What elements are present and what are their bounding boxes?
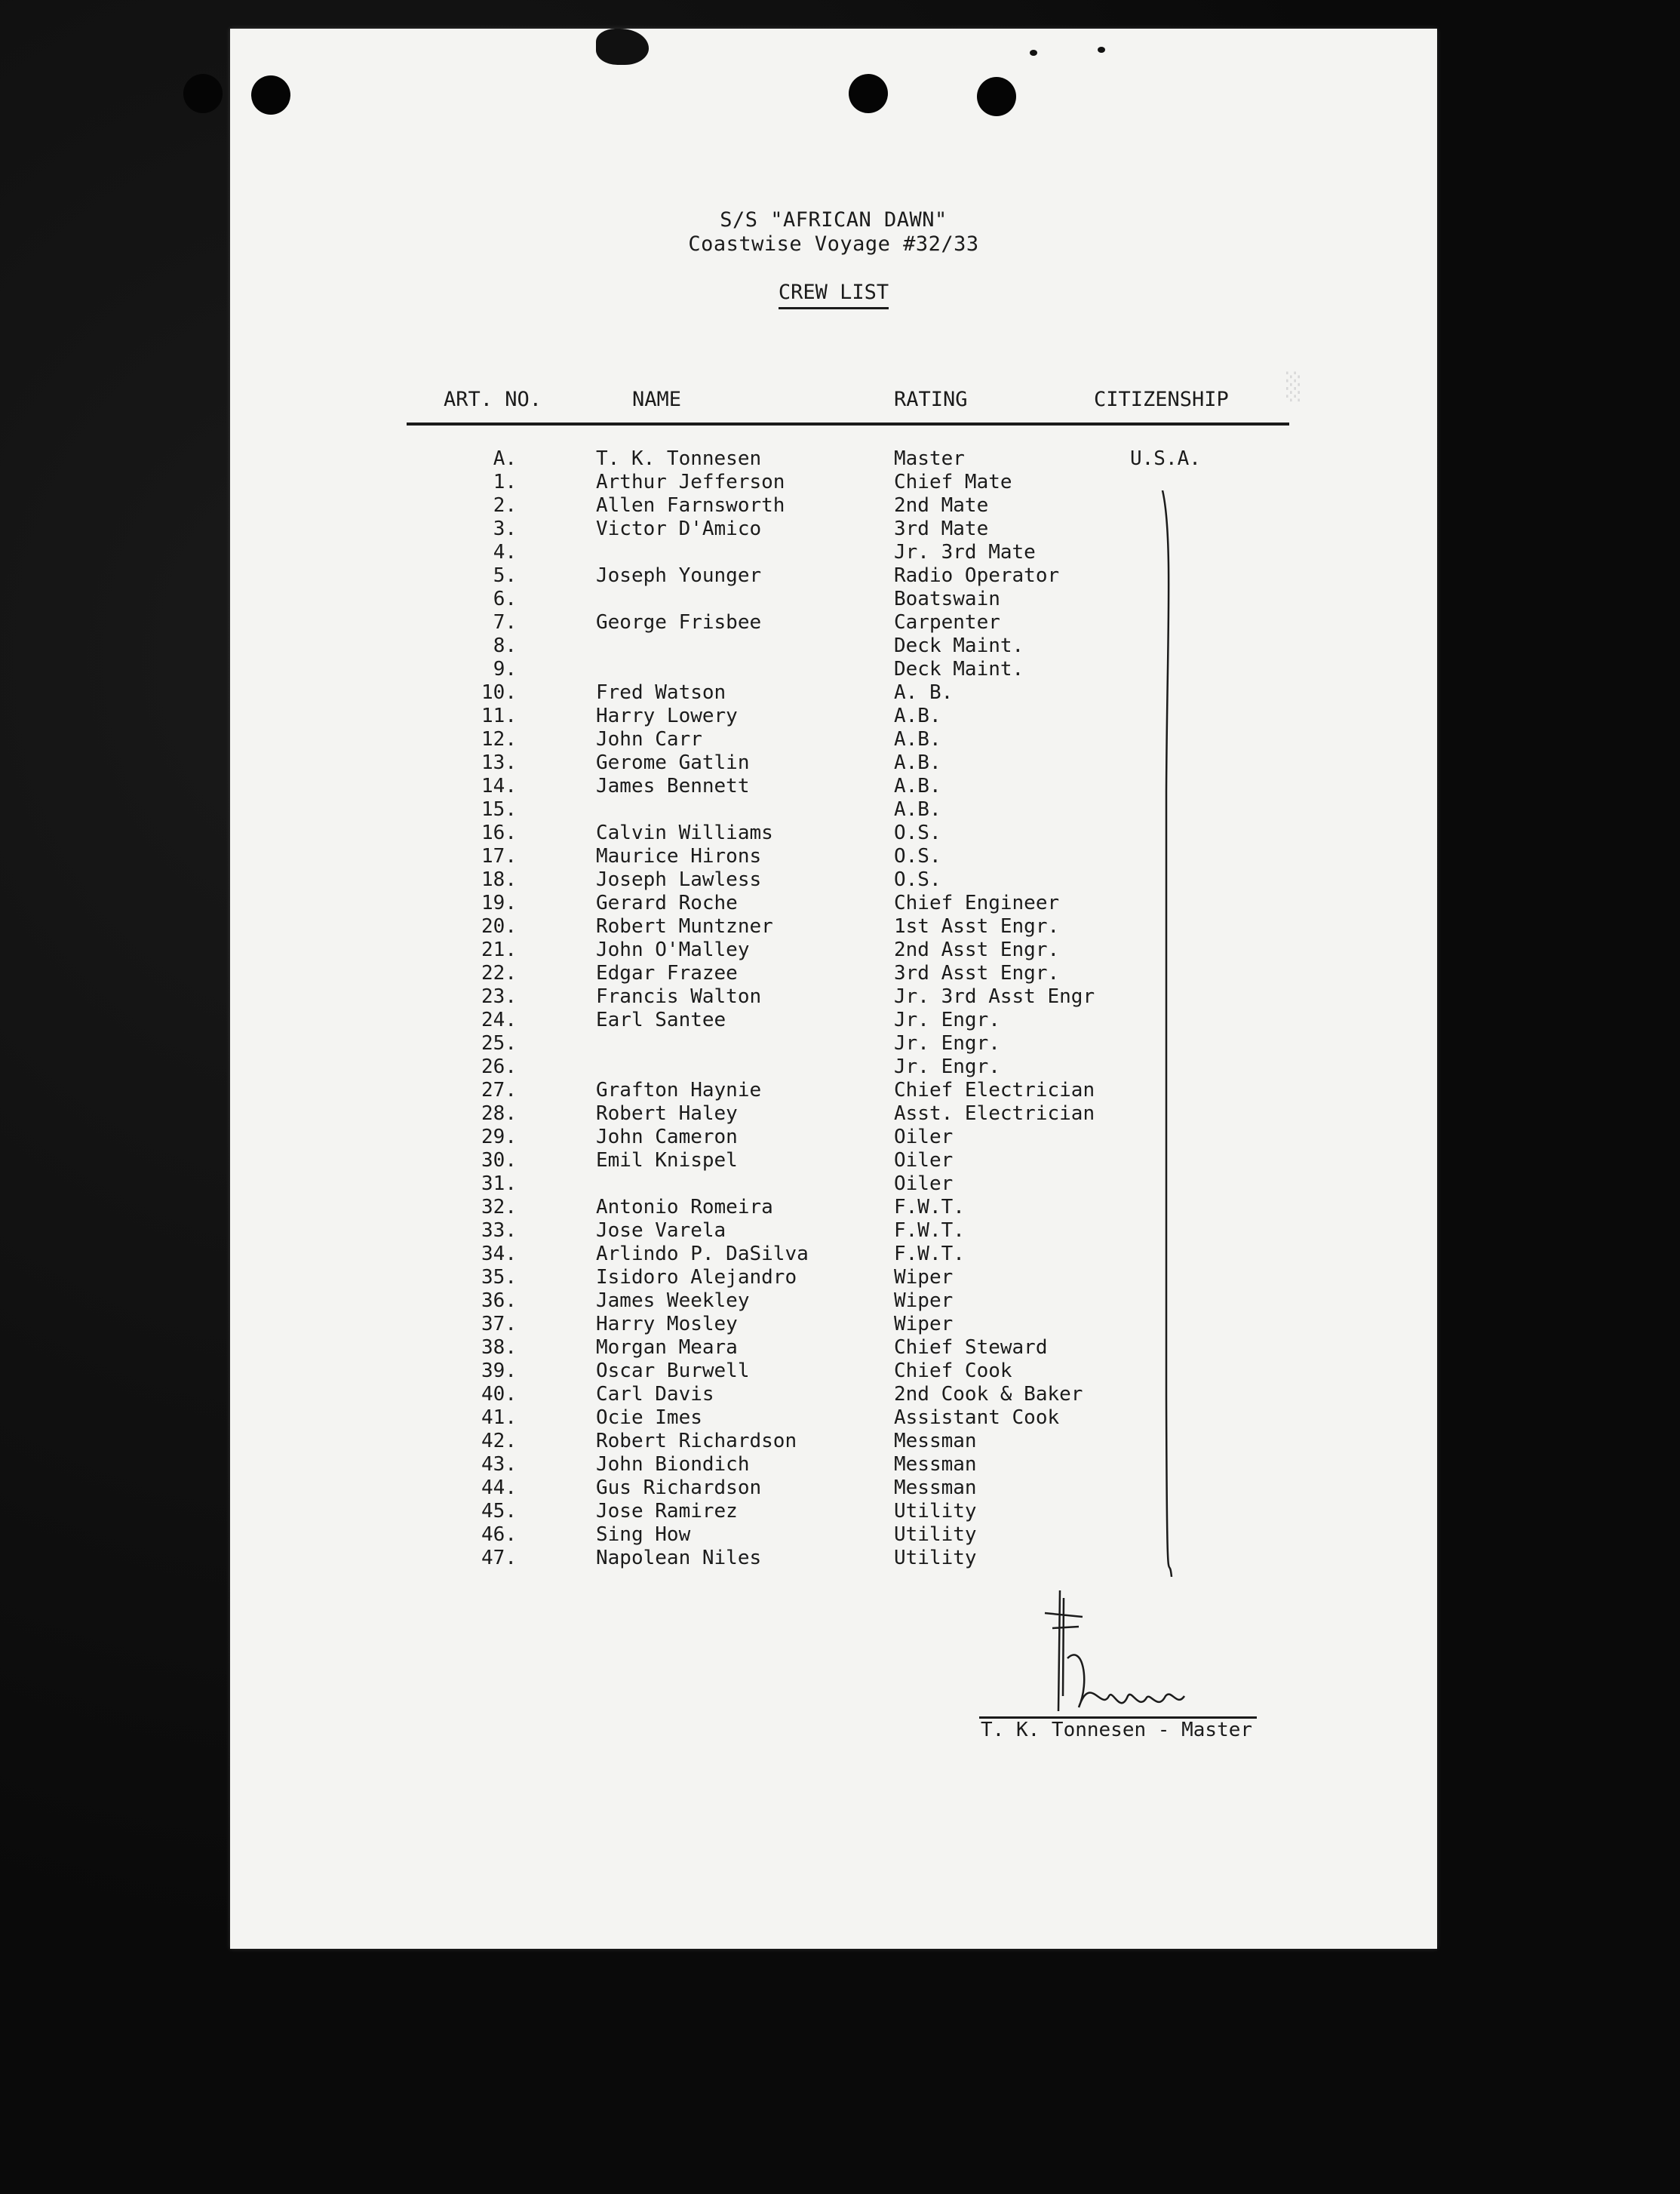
faint-stamp-mark: ░: [1286, 372, 1302, 402]
art-no-cell: 38.: [481, 1336, 517, 1359]
rating-cell: A.B.: [894, 751, 941, 774]
table-row: [230, 1032, 1437, 1056]
rating-cell: Oiler: [894, 1149, 954, 1172]
ink-speck: [1098, 47, 1105, 53]
name-cell: James Weekley: [596, 1289, 750, 1312]
table-row: [230, 1383, 1437, 1406]
art-no-cell: 40.: [481, 1383, 517, 1406]
table-row: [230, 1079, 1437, 1102]
art-no-cell: 25.: [481, 1032, 517, 1055]
rating-cell: 2nd Mate: [894, 494, 989, 517]
art-no-cell: 14.: [481, 775, 517, 797]
table-row: [230, 1430, 1437, 1453]
rating-cell: F.W.T.: [894, 1243, 965, 1265]
column-header-rating: RATING: [894, 388, 968, 411]
art-no-cell: 17.: [481, 845, 517, 868]
name-cell: Ocie Imes: [596, 1406, 702, 1429]
rating-cell: Jr. 3rd Mate: [894, 541, 1036, 564]
table-row: [230, 962, 1437, 985]
table-row: [230, 1102, 1437, 1126]
table-row: [230, 1149, 1437, 1172]
art-no-cell: 44.: [481, 1476, 517, 1499]
table-row: [230, 728, 1437, 751]
rating-cell: Messman: [894, 1453, 977, 1476]
name-cell: John Cameron: [596, 1126, 738, 1148]
rating-cell: Utility: [894, 1500, 977, 1523]
art-no-cell: 19.: [481, 892, 517, 914]
art-no-cell: 45.: [481, 1500, 517, 1523]
crew-table: [230, 447, 1437, 1570]
table-row: [230, 915, 1437, 939]
name-cell: Joseph Younger: [596, 564, 762, 587]
citizenship-cell: U.S.A.: [1130, 447, 1201, 470]
art-no-cell: 6.: [493, 588, 517, 610]
name-cell: Gerome Gatlin: [596, 751, 750, 774]
column-header-citizenship: CITIZENSHIP: [1094, 388, 1229, 411]
name-cell: Robert Richardson: [596, 1430, 797, 1452]
table-row: [230, 705, 1437, 728]
rating-cell: Chief Steward: [894, 1336, 1048, 1359]
table-row: [230, 1172, 1437, 1196]
art-no-cell: 1.: [493, 471, 517, 493]
table-row: [230, 1289, 1437, 1313]
art-no-cell: 41.: [481, 1406, 517, 1429]
table-row: [230, 1266, 1437, 1289]
name-cell: Fred Watson: [596, 681, 726, 704]
rating-cell: Boatswain: [894, 588, 1000, 610]
rating-cell: Chief Engineer: [894, 892, 1060, 914]
art-no-cell: 12.: [481, 728, 517, 751]
rating-cell: Wiper: [894, 1266, 954, 1289]
table-row: [230, 611, 1437, 635]
rating-cell: A.B.: [894, 775, 941, 797]
table-row: [230, 1476, 1437, 1500]
art-no-cell: 3.: [493, 518, 517, 540]
rating-cell: 2nd Asst Engr.: [894, 939, 1060, 961]
rating-cell: Chief Mate: [894, 471, 1012, 493]
punch-hole: [977, 77, 1016, 116]
table-row: [230, 798, 1437, 822]
name-cell: Gerard Roche: [596, 892, 738, 914]
art-no-cell: 23.: [481, 985, 517, 1008]
table-row: [230, 751, 1437, 775]
table-row: [230, 447, 1437, 471]
rating-cell: Jr. Engr.: [894, 1056, 1000, 1078]
name-cell: Francis Walton: [596, 985, 762, 1008]
name-cell: Sing How: [596, 1523, 691, 1546]
rating-cell: Oiler: [894, 1126, 954, 1148]
rating-cell: O.S.: [894, 822, 941, 844]
table-row: [230, 1360, 1437, 1383]
table-row: [230, 1009, 1437, 1032]
master-signature: [1037, 1583, 1196, 1719]
table-row: [230, 1336, 1437, 1360]
rating-cell: A.B.: [894, 728, 941, 751]
voyage-line: Coastwise Voyage #32/33: [688, 232, 979, 256]
name-cell: Joseph Lawless: [596, 868, 762, 891]
table-row: [230, 494, 1437, 518]
rating-cell: A. B.: [894, 681, 954, 704]
punch-hole: [183, 74, 223, 113]
name-cell: Isidoro Alejandro: [596, 1266, 797, 1289]
rating-cell: Jr. Engr.: [894, 1032, 1000, 1055]
art-no-cell: 26.: [481, 1056, 517, 1078]
table-row: [230, 892, 1437, 915]
table-row: [230, 1196, 1437, 1219]
name-cell: Victor D'Amico: [596, 518, 762, 540]
art-no-cell: 37.: [481, 1313, 517, 1335]
art-no-cell: 27.: [481, 1079, 517, 1102]
art-no-cell: 32.: [481, 1196, 517, 1218]
name-cell: Jose Ramirez: [596, 1500, 738, 1523]
art-no-cell: 35.: [481, 1266, 517, 1289]
rating-cell: Carpenter: [894, 611, 1000, 634]
name-cell: George Frisbee: [596, 611, 762, 634]
crew-list-heading: CREW LIST: [779, 281, 889, 309]
rating-cell: Jr. Engr.: [894, 1009, 1000, 1031]
rating-cell: F.W.T.: [894, 1219, 965, 1242]
rating-cell: O.S.: [894, 868, 941, 891]
name-cell: Harry Mosley: [596, 1313, 738, 1335]
name-cell: Gus Richardson: [596, 1476, 762, 1499]
header-rule: [407, 423, 1289, 426]
art-no-cell: 46.: [481, 1523, 517, 1546]
rating-cell: 2nd Cook & Baker: [894, 1383, 1083, 1406]
art-no-cell: 15.: [481, 798, 517, 821]
name-cell: Grafton Haynie: [596, 1079, 762, 1102]
art-no-cell: 2.: [493, 494, 517, 517]
name-cell: Morgan Meara: [596, 1336, 738, 1359]
punch-hole: [251, 75, 290, 115]
rating-cell: 1st Asst Engr.: [894, 915, 1060, 938]
table-row: [230, 1523, 1437, 1547]
art-no-cell: 29.: [481, 1126, 517, 1148]
table-row: [230, 822, 1437, 845]
table-row: [230, 985, 1437, 1009]
table-row: [230, 1056, 1437, 1079]
art-no-cell: 31.: [481, 1172, 517, 1195]
table-row: [230, 1453, 1437, 1476]
art-no-cell: 42.: [481, 1430, 517, 1452]
art-no-cell: 18.: [481, 868, 517, 891]
name-cell: Napolean Niles: [596, 1547, 762, 1569]
table-row: [230, 939, 1437, 962]
name-cell: T. K. Tonnesen: [596, 447, 762, 470]
page-title: [230, 281, 1437, 304]
name-cell: Calvin Williams: [596, 822, 773, 844]
rating-cell: A.B.: [894, 798, 941, 821]
rating-cell: Asst. Electrician: [894, 1102, 1095, 1125]
name-cell: Robert Muntzner: [596, 915, 773, 938]
name-cell: Carl Davis: [596, 1383, 714, 1406]
name-cell: Oscar Burwell: [596, 1360, 750, 1382]
name-cell: Maurice Hirons: [596, 845, 762, 868]
name-cell: Earl Santee: [596, 1009, 726, 1031]
name-cell: Robert Haley: [596, 1102, 738, 1125]
rating-cell: Jr. 3rd Asst Engr: [894, 985, 1095, 1008]
name-cell: James Bennett: [596, 775, 750, 797]
rating-cell: Oiler: [894, 1172, 954, 1195]
table-row: [230, 588, 1437, 611]
rating-cell: Chief Cook: [894, 1360, 1012, 1382]
table-row: [230, 518, 1437, 541]
table-row: [230, 1500, 1437, 1523]
art-no-cell: A.: [493, 447, 517, 470]
table-row: [230, 845, 1437, 868]
name-cell: Antonio Romeira: [596, 1196, 773, 1218]
rating-cell: Messman: [894, 1476, 977, 1499]
name-cell: Jose Varela: [596, 1219, 726, 1242]
ink-blot: [596, 29, 649, 65]
table-row: [230, 1406, 1437, 1430]
rating-cell: Master: [894, 447, 965, 470]
rating-cell: O.S.: [894, 845, 941, 868]
art-no-cell: 4.: [493, 541, 517, 564]
ship-name: S/S "AFRICAN DAWN": [720, 208, 947, 232]
rating-cell: Messman: [894, 1430, 977, 1452]
name-cell: Allen Farnsworth: [596, 494, 785, 517]
art-no-cell: 28.: [481, 1102, 517, 1125]
ink-speck: [1030, 50, 1037, 56]
name-cell: Arlindo P. DaSilva: [596, 1243, 809, 1265]
art-no-cell: 22.: [481, 962, 517, 985]
table-row: [230, 1313, 1437, 1336]
name-cell: Edgar Frazee: [596, 962, 738, 985]
rating-cell: Radio Operator: [894, 564, 1060, 587]
art-no-cell: 39.: [481, 1360, 517, 1382]
column-header-name: NAME: [632, 388, 682, 411]
rating-cell: 3rd Mate: [894, 518, 989, 540]
art-no-cell: 10.: [481, 681, 517, 704]
name-cell: Arthur Jefferson: [596, 471, 785, 493]
document-page: [230, 29, 1437, 1949]
table-row: [230, 1219, 1437, 1243]
rating-cell: Wiper: [894, 1289, 954, 1312]
rating-cell: Assistant Cook: [894, 1406, 1060, 1429]
art-no-cell: 24.: [481, 1009, 517, 1031]
art-no-cell: 16.: [481, 822, 517, 844]
art-no-cell: 20.: [481, 915, 517, 938]
table-row: [230, 471, 1437, 494]
rating-cell: Utility: [894, 1547, 977, 1569]
name-cell: John Biondich: [596, 1453, 750, 1476]
table-row: [230, 868, 1437, 892]
art-no-cell: 11.: [481, 705, 517, 727]
table-row: [230, 635, 1437, 658]
art-no-cell: 21.: [481, 939, 517, 961]
punch-hole: [849, 74, 888, 113]
column-header-art-no: ART. NO.: [444, 388, 542, 411]
art-no-cell: 13.: [481, 751, 517, 774]
rating-cell: A.B.: [894, 705, 941, 727]
ditto-line: [1159, 490, 1182, 1577]
table-row: [230, 1126, 1437, 1149]
table-row: [230, 775, 1437, 798]
rating-cell: Utility: [894, 1523, 977, 1546]
art-no-cell: 8.: [493, 635, 517, 657]
table-row: [230, 541, 1437, 564]
rating-cell: Deck Maint.: [894, 658, 1024, 681]
art-no-cell: 5.: [493, 564, 517, 587]
art-no-cell: 47.: [481, 1547, 517, 1569]
rating-cell: Wiper: [894, 1313, 954, 1335]
table-row: [230, 1243, 1437, 1266]
art-no-cell: 33.: [481, 1219, 517, 1242]
name-cell: Harry Lowery: [596, 705, 738, 727]
rating-cell: Deck Maint.: [894, 635, 1024, 657]
name-cell: Emil Knispel: [596, 1149, 738, 1172]
signature-caption: T. K. Tonnesen - Master: [981, 1719, 1253, 1741]
name-cell: John Carr: [596, 728, 702, 751]
art-no-cell: 30.: [481, 1149, 517, 1172]
art-no-cell: 9.: [493, 658, 517, 681]
art-no-cell: 34.: [481, 1243, 517, 1265]
rating-cell: Chief Electrician: [894, 1079, 1095, 1102]
art-no-cell: 43.: [481, 1453, 517, 1476]
rating-cell: F.W.T.: [894, 1196, 965, 1218]
table-row: [230, 681, 1437, 705]
table-row: [230, 658, 1437, 681]
table-row: [230, 1547, 1437, 1570]
table-row: [230, 564, 1437, 588]
rating-cell: 3rd Asst Engr.: [894, 962, 1060, 985]
art-no-cell: 36.: [481, 1289, 517, 1312]
name-cell: John O'Malley: [596, 939, 750, 961]
art-no-cell: 7.: [493, 611, 517, 634]
